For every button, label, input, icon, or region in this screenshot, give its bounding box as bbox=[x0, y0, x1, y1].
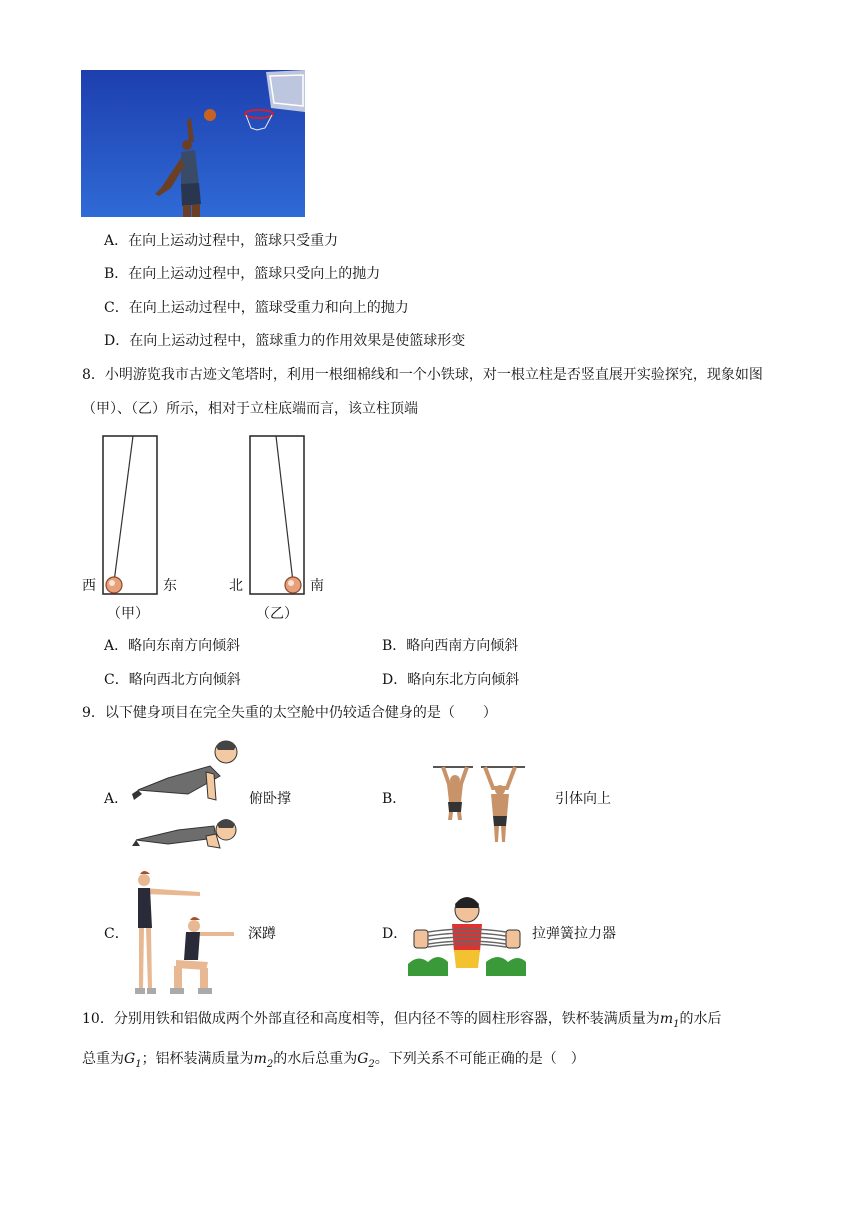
var-g2: $G_2$ bbox=[357, 1050, 375, 1070]
q10-text: 总重为 bbox=[82, 1050, 124, 1067]
pushup-image bbox=[128, 738, 243, 856]
q8-option-b: B．略向西南方向倾斜 bbox=[382, 638, 519, 654]
basketball-photo bbox=[81, 70, 305, 217]
q10-text: ；铝杯装满质量为 bbox=[141, 1050, 254, 1067]
plumb-figure-jia bbox=[100, 434, 160, 597]
var-g1: $G_1$ bbox=[124, 1050, 142, 1070]
q10-line-2 bbox=[82, 1042, 782, 1082]
fig-yi-north-label: 北 bbox=[229, 578, 243, 594]
fig-jia-west-label: 西 bbox=[82, 578, 96, 594]
q7-option-d: D．在向上运动过程中，篮球重力的作用效果是使篮球形变 bbox=[104, 333, 466, 349]
pullup-image bbox=[433, 762, 525, 850]
q8-option-c: C．略向西北方向倾斜 bbox=[104, 672, 241, 688]
q9-option-a-letter: A． bbox=[104, 791, 129, 807]
q9-option-d-label: 拉弹簧拉力器 bbox=[532, 926, 616, 942]
fig-yi-south-label: 南 bbox=[310, 578, 324, 594]
fig-jia-east-label: 东 bbox=[163, 578, 177, 594]
q9-option-c-letter: C． bbox=[104, 926, 129, 942]
spring-expander-image bbox=[408, 888, 526, 976]
q10-text: 。下列关系不可能正确的是（ ） bbox=[374, 1050, 585, 1067]
squat-image bbox=[130, 870, 240, 996]
q7-option-a: A．在向上运动过程中，篮球只受重力 bbox=[104, 233, 339, 249]
q10-text: 的水后总重为 bbox=[273, 1050, 358, 1067]
q7-option-b: B．在向上运动过程中，篮球只受向上的抛力 bbox=[104, 266, 381, 282]
q7-option-c: C．在向上运动过程中，篮球受重力和向上的抛力 bbox=[104, 300, 409, 316]
var-m2: $m_2$ bbox=[253, 1050, 274, 1070]
q10-stem bbox=[82, 1002, 782, 1082]
q9-option-c-label: 深蹲 bbox=[248, 926, 276, 942]
fig-yi-caption: （乙） bbox=[256, 606, 298, 622]
q8-stem: 8．小明游览我市古迹文笔塔时，利用一根细棉线和一个小铁球，对一根立柱是否竖直展开实验探究，现象如图（甲）、（乙）所示，相对于立柱底端而言，该立柱顶端 bbox=[82, 367, 763, 417]
q8-option-a: A．略向东南方向倾斜 bbox=[104, 638, 241, 654]
q9-stem: 9．以下健身项目在完全失重的太空舱中仍较适合健身的是（ ） bbox=[82, 705, 497, 721]
q10-text: 10．分别用铁和铝做成两个外部直径和高度相等，但内径不等的圆柱形容器，铁杯装满质量为 bbox=[82, 1011, 660, 1027]
q10-text: 的水后 bbox=[679, 1011, 722, 1027]
plumb-figure-yi bbox=[247, 434, 307, 597]
q8-option-d: D．略向东北方向倾斜 bbox=[382, 672, 520, 688]
q10-line-1 bbox=[82, 1002, 782, 1042]
q9-option-b-letter: B． bbox=[382, 791, 407, 807]
var-m1: $m_1$ bbox=[659, 1011, 680, 1030]
q9-option-d-letter: D． bbox=[382, 926, 408, 942]
q9-option-a-label: 俯卧撑 bbox=[249, 791, 291, 807]
q9-option-b-label: 引体向上 bbox=[555, 791, 611, 807]
fig-jia-caption: （甲） bbox=[107, 606, 149, 622]
